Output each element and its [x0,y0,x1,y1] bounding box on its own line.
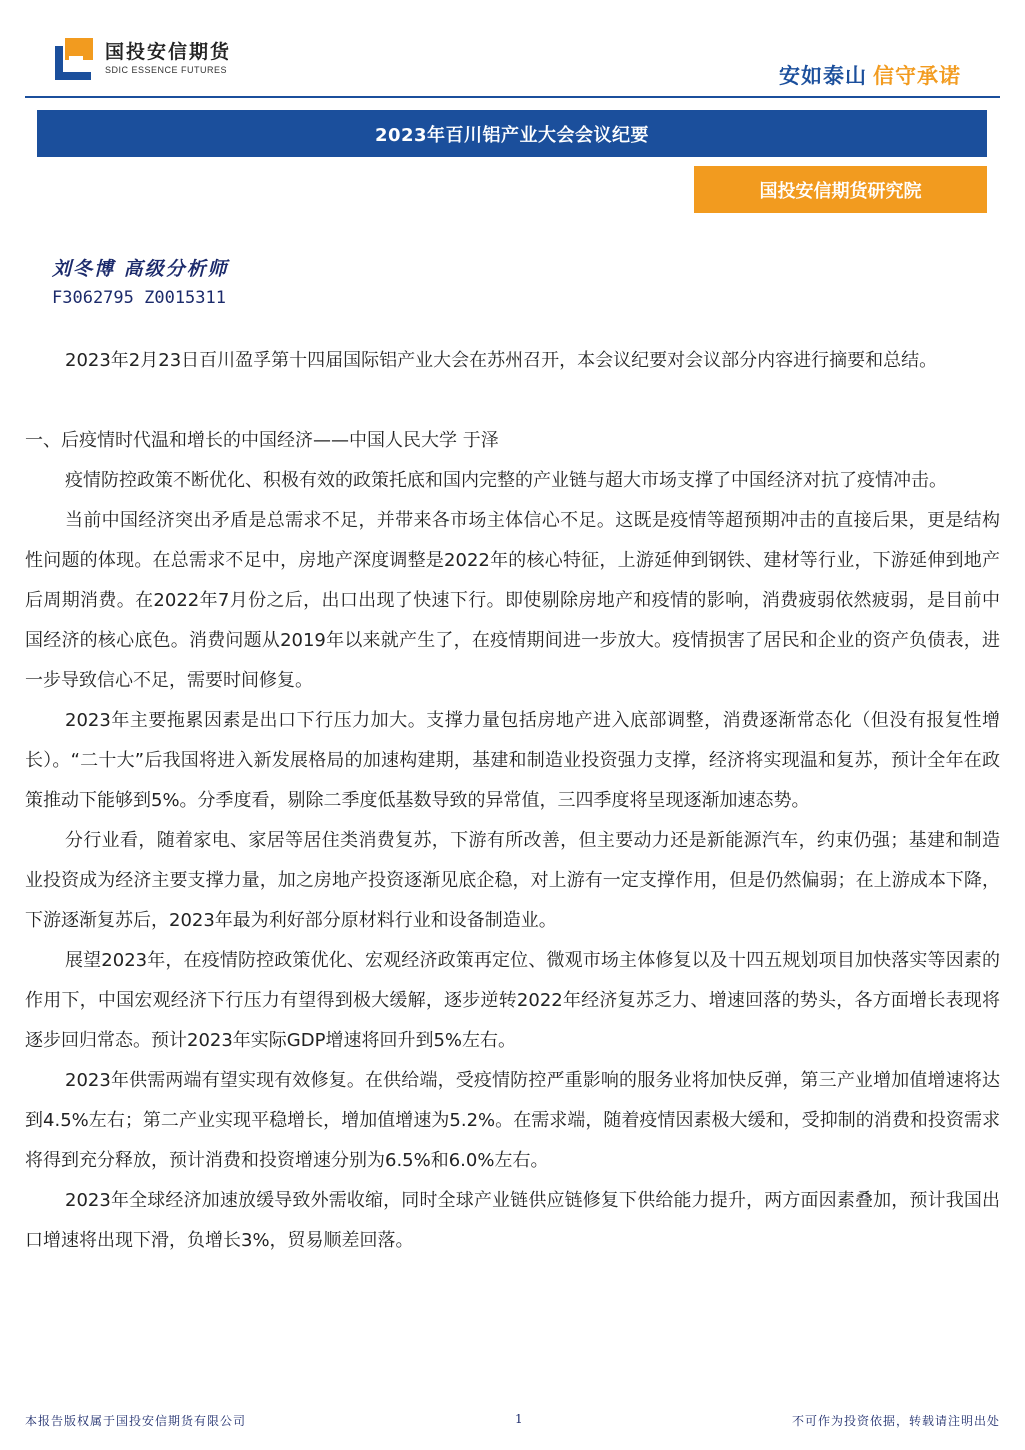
body-paragraph: 2023年全球经济加速放缓导致外需收缩，同时全球产业链供应链修复下供给能力提升，两方面因素叠加，预计我国出口增速将出现下滑，负增长3%，贸易顺差回落。 [25,1190,1000,1251]
author-name-title: 刘冬博 高级分析师 [52,258,229,280]
copyright-notice: 本报告版权属于国投安信期货有限公司 [25,1414,247,1428]
disclaimer-notice: 不可作为投资依据，转载请注明出处 [791,1414,1000,1428]
body-paragraph: 展望2023年，在疫情防控政策优化、宏观经济政策再定位、微观市场主体修复以及十四五规划项目加快落实等因素的作用下，中国宏观经济下行压力有望得到极大缓解，逐步逆转2022年经济复苏乏力、增速回落的势头，各方面增长表现将逐步回归常态。预计2023年实际GDP增速将回升到5%左右。 [25,950,1000,1051]
report-title: 2023年百川铝产业大会会议纪要 [37,110,987,157]
company-slogan [779,60,961,90]
section-heading: 一、后疫情时代温和增长的中国经济——中国人民大学 于泽 [25,430,499,451]
body-paragraph: 分行业看，随着家电、家居等居住类消费复苏，下游有所改善，但主要动力还是新能源汽车，约束仍强；基建和制造业投资成为经济主要支撑力量，加之房地产投资逐渐见底企稳，对上游有一定支撑作用，但是仍然偏弱；在上游成本下降，下游逐渐复苏后，2023年最为利好部分原材料行业和设备制造业。 [25,830,1000,931]
logo-name-en: SDIC ESSENCE FUTURES [105,65,228,75]
body-paragraph: 当前中国经济突出矛盾是总需求不足，并带来各市场主体信心不足。这既是疫情等超预期冲击的直接后果，更是结构性问题的体现。在总需求不足中，房地产深度调整是2022年的核心特征，上游延伸到钢铁、建材等行业，下游延伸到地产后周期消费。在2022年7月份之后，出口出现了快速下行。即使剔除房地产和疫情的影响，消费疲弱依然疲弱，是目前中国经济的核心底色。消费问题从2019年以来就产生了，在疫情期间进一步放大。疫情损害了居民和企业的资产负债表，进一步导致信心不足，需要时间修复。 [25,510,1000,691]
page-footer [25,1412,1000,1442]
header-divider [25,96,1000,98]
institute-badge: 国投安信期货研究院 [694,166,987,213]
body-paragraph: 疫情防控政策不断优化、积极有效的政策托底和国内完整的产业链与超大市场支撑了中国经济对抗了疫情冲击。 [65,470,947,491]
page-number: 1 [515,1412,523,1426]
intro-paragraph: 2023年2月23日百川盈孚第十四届国际铝产业大会在苏州召开，本会议纪要对会议部分内容进行摘要和总结。 [65,350,938,371]
company-logo [55,38,231,80]
body-paragraph: 2023年主要拖累因素是出口下行压力加大。支撑力量包括房地产进入底部调整，消费逐渐常态化（但没有报复性增长）。“二十大”后我国将进入新发展格局的加速构建期，基建和制造业投资强力支撑，经济将实现温和复苏，预计全年在政策推动下能够到5%。分季度看，剔除二季度低基数导致的异常值，三四季度将呈现逐渐加速态势。 [25,710,1000,811]
body-paragraph: 2023年供需两端有望实现有效修复。在供给端，受疫情防控严重影响的服务业将加快反弹，第三产业增加值增速将达到4.5%左右；第二产业实现平稳增长，增加值增速为5.2%。在需求端，随着疫情因素极大缓和，受抑制的消费和投资需求将得到充分释放，预计消费和投资增速分别为6.5%和6.0%左右。 [25,1070,1000,1171]
slogan-part-1: 安如泰山 [779,64,867,88]
logo-mark-icon [55,38,97,80]
slogan-part-2: 信守承诺 [873,64,961,88]
report-body [25,341,1000,1261]
logo-name-cn: 国投安信期货 [105,41,232,63]
page-header [0,0,1025,100]
author-cert-numbers: F3062795 Z0015311 [52,288,226,308]
